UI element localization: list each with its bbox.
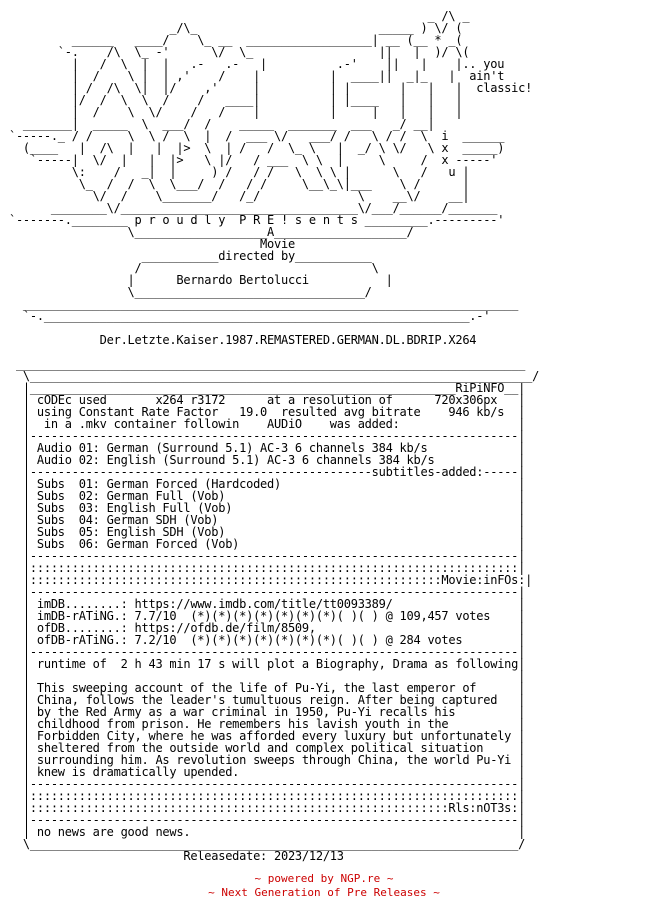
nfo-line: | cODEc used x264 r3172 at a resolution of 720x306px | bbox=[2, 393, 526, 407]
nfo-line: _ /\ _ bbox=[2, 9, 470, 23]
nfo-line: |----------------------------------------------------------------------| bbox=[2, 777, 526, 791]
footer-powered-by: ~ powered by NGP.re ~ bbox=[254, 872, 394, 885]
nfo-line: | no news are good news. | bbox=[2, 825, 526, 839]
nfo-line: Movie bbox=[2, 237, 295, 251]
nfo-line: | knew is dramatically upended. | bbox=[2, 765, 526, 779]
nfo-line: |----------------------------------------------------------------------| bbox=[2, 585, 526, 599]
nfo-line: (____ | /\ | | |> \ | / / \_ \ | _/ \ \/ \ x _____) bbox=[2, 141, 505, 155]
nfo-line: |::::::::::::::::::::::::::::::::::::::::::::::::::::::::::::::::::::::| bbox=[2, 789, 526, 803]
nfo-line: | Subs 05: English SDH (Vob) | bbox=[2, 525, 526, 539]
nfo-line: | / /\ \| |/ ,' | | | | | | classic! bbox=[2, 81, 533, 95]
nfo-line: \___________________A___________________/ bbox=[2, 225, 414, 239]
nfo-line: ________\/__________________________________\/___/______/_______ bbox=[2, 201, 498, 215]
nfo-line: | sheltered from the outside world and complex political situation | bbox=[2, 741, 526, 755]
nfo-line: | Subs 04: German SDH (Vob) | bbox=[2, 513, 526, 527]
nfo-line: |/ / \ \ / / ____| | |____ | | | bbox=[2, 93, 463, 107]
nfo-line: |----------------------------------------------------------------------| bbox=[2, 645, 526, 659]
nfo-line: \_ / / \ \___/ / / / \__\_\|___ \ / | bbox=[2, 177, 470, 191]
nfo-line: `-._____________________________________________________________.-' bbox=[2, 309, 491, 323]
nfo-line: |----------------------------------------------------------------------| bbox=[2, 813, 526, 827]
nfo-line: | / \ | | ,' / | | ____|| _|_ | ain't bbox=[2, 69, 505, 83]
nfo-line: `-------.________ p r o u d l y P R E ! s e n t s _________.---------' bbox=[2, 213, 505, 227]
nfo-line: \________________________________________________________________________/ bbox=[2, 369, 540, 383]
nfo-line: `-. /\ \_ -' \/ \_ || | )/ \( bbox=[2, 45, 470, 59]
nfo-line: | Audio 02: English (Surround 5.1) AC-3 6 channels 384 kb/s | bbox=[2, 453, 526, 467]
nfo-line: |:::::::::::::::::::::::::::::::::::::::::::::::::::::::::::Movie:inFOs:| bbox=[2, 573, 533, 587]
footer-tagline: ~ Next Generation of Pre Releases ~ bbox=[208, 886, 440, 899]
nfo-line: \: / _| | ) / / / \ \ \ | \ / u | bbox=[2, 165, 470, 179]
nfo-line: | Subs 06: German Forced (Vob) | bbox=[2, 537, 526, 551]
nfo-line: _______| _____ \ ___/ / _____ _______ ___ _/ __| bbox=[2, 117, 435, 131]
nfo-ascii-art bbox=[0, 10, 648, 862]
nfo-line: |::::::::::::::::::::::::::::::::::::::::::::::::::::::::::::Rls:nOT3s:| bbox=[2, 801, 526, 815]
nfo-line: _______________________________________________________________________ bbox=[2, 297, 519, 311]
nfo-line: \______________________________________________________________________/ bbox=[2, 837, 526, 851]
nfo-line: _/\_ _____ ) \/ ( bbox=[2, 21, 463, 35]
nfo-line: | Subs 01: German Forced (Hardcoded) | bbox=[2, 477, 526, 491]
nfo-line: `-----._ / / \ \ / \ | / ___ \/ ___/ / \ / / \ i ______ bbox=[2, 129, 505, 143]
nfo-line: | | bbox=[2, 669, 526, 683]
nfo-line: |----------------------------------------------------------------------| bbox=[2, 429, 526, 443]
nfo-line: ______ ____/ \_ __ __________________| __ (__ * _( bbox=[2, 33, 463, 47]
nfo-line: | surrounding him. As revolution sweeps through China, the world Pu-Yi | bbox=[2, 753, 526, 767]
nfo-line: ___________directed by___________ bbox=[2, 249, 372, 263]
nfo-line: | China, follows the leader's tumultuous reign. After being captured | bbox=[2, 693, 526, 707]
nfo-line: | using Constant Rate Factor 19.0 resulted avg bitrate 946 kb/s | bbox=[2, 405, 526, 419]
nfo-line: | Forbidden City, where he was afforded every luxury but unfortunately | bbox=[2, 729, 526, 743]
nfo-line: | Subs 03: English Full (Vob) | bbox=[2, 501, 526, 515]
nfo-line: | ofDB........: https://ofdb.de/film/8509, | bbox=[2, 621, 526, 635]
nfo-line: |_____________________________________________________________RiPiNFO__| bbox=[2, 381, 526, 395]
nfo-line: | runtime of 2 h 43 min 17 s will plot a Biography, Drama as following| bbox=[2, 657, 526, 671]
nfo-line: | imDB-rATiNG.: 7.7/10 (*)(*)(*)(*)(*)(*)(*)( )( ) @ 109,457 votes | bbox=[2, 609, 526, 623]
nfo-line: | in a .mkv container followin AUDiO was added: | bbox=[2, 417, 526, 431]
nfo-line: | Bernardo Bertolucci | bbox=[2, 273, 393, 287]
nfo-line: | / \ | | .- .- | .-' || | |.. you bbox=[2, 57, 505, 71]
nfo-line: \_________________________________/ bbox=[2, 285, 372, 299]
nfo-line: | childhood from prison. He remembers his lavish youth in the | bbox=[2, 717, 526, 731]
nfo-line: | Subs 02: German Full (Vob) | bbox=[2, 489, 526, 503]
nfo-line: | by the Red Army as a war criminal in 1950, Pu-Yi recalls his | bbox=[2, 705, 526, 719]
nfo-line: |-------------------------------------------------subtitles-added:-----| bbox=[2, 465, 526, 479]
nfo-line: Der.Letzte.Kaiser.1987.REMASTERED.GERMAN.DL.BDRIP.X264 bbox=[2, 333, 477, 347]
nfo-line: \/ / \_______/ /_/ \ __\/ __| bbox=[2, 189, 470, 203]
nfo-line: _________________________________________________________________________ bbox=[2, 357, 526, 371]
nfo-document bbox=[0, 10, 648, 862]
nfo-line: |----------------------------------------------------------------------| bbox=[2, 549, 526, 563]
nfo-line: | ofDB-rATiNG.: 7.2/10 (*)(*)(*)(*)(*)(*)(*)( )( ) @ 284 votes | bbox=[2, 633, 526, 647]
nfo-line: | imDB........: https://www.imdb.com/title/tt0093389/ | bbox=[2, 597, 526, 611]
nfo-line: | This sweeping account of the life of Pu-Yi, the last emperor of | bbox=[2, 681, 526, 695]
footer bbox=[0, 872, 648, 900]
nfo-line: `-----| \/ | | |> \ |/ / ___ \ \ | \ / x -----' bbox=[2, 153, 498, 167]
nfo-line: | Audio 01: German (Surround 5.1) AC-3 6 channels 384 kb/s | bbox=[2, 441, 526, 455]
nfo-line: | / \ \/ / / | | | | | | bbox=[2, 105, 463, 119]
nfo-line: |::::::::::::::::::::::::::::::::::::::::::::::::::::::::::::::::::::::| bbox=[2, 561, 526, 575]
nfo-line: / \ bbox=[2, 261, 379, 275]
nfo-line: Releasedate: 2023/12/13 bbox=[2, 849, 344, 863]
